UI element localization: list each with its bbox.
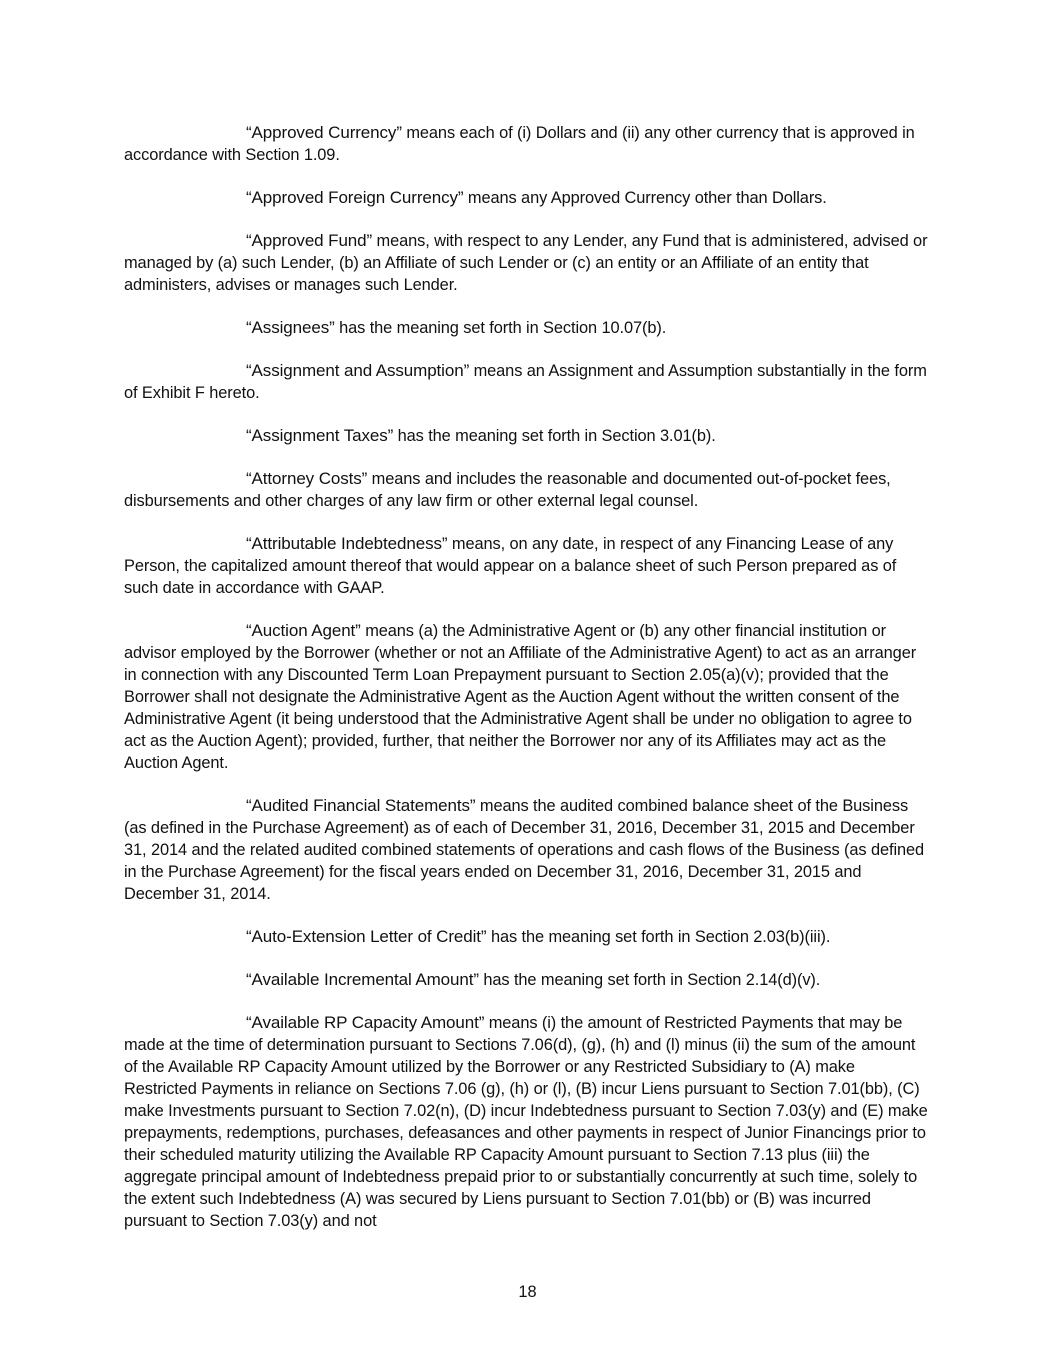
definition-text: means, on any date, in respect of any Financing Lease of any Person, the capitalized amount thereof that would appear on a balance sheet of such Person prepared as of such date in accordance with GAAP. <box>124 535 897 597</box>
defined-term: “Auction Agent” <box>246 621 361 640</box>
defined-term: “Assignment and Assumption” <box>246 361 470 380</box>
document-page <box>124 122 932 1253</box>
definition-text: means (i) the amount of Restricted Payments that may be made at the time of determination pursuant to Sections 7.06(d), (g), (h) and (l) minus (ii) the sum of the amount of the Available RP Capacity Amount utilized by the Borrower or any Restricted Subsidiary to (A) make Restricted Payments in reliance on Sections 7.06 (g), (h) or (l), (B) incur Liens pursuant to Section 7.01(bb), (C) make Investments pursuant to Section 7.02(n), (D) incur Indebtedness pursuant to Section 7.03(y) and (E) make prepayments, redemptions, purchases, defeasances and other payments in respect of Junior Financings prior to their scheduled maturity utilizing the Available RP Capacity Amount pursuant to Section 7.13 plus (iii) the aggregate principal amount of Indebtedness prepaid prior to or substantially concurrently at such time, solely to the extent such Indebtedness (A) was secured by Liens pursuant to Section 7.01(bb) or (B) was incurred pursuant to Section 7.03(y) and not <box>124 1014 928 1230</box>
defined-term: “Auto-Extension Letter of Credit” <box>246 927 487 946</box>
defined-term: “Approved Fund” <box>246 231 373 250</box>
definition-text: means, with respect to any Lender, any Fund that is administered, advised or managed by (a) such Lender, (b) an Affiliate of such Lender or (c) an entity or an Affiliate of an entity that administers, advises or manages such Lender. <box>124 232 928 294</box>
defined-term: “Assignment Taxes” <box>246 426 394 445</box>
definition-text: means each of (i) Dollars and (ii) any other currency that is approved in accordance with Section 1.09. <box>124 124 915 164</box>
definition-text: means (a) the Administrative Agent or (b) any other financial institution or advisor employed by the Borrower (whether or not an Affiliate of the Administrative Agent) to act as an arranger in connection with any Discounted Term Loan Prepayment pursuant to Section 2.05(a)(v); provided that the Borrower shall not designate the Administrative Agent as the Auction Agent without the written consent of the Administrative Agent (it being understood that the Administrative Agent shall be under no obligation to agree to act as the Auction Agent); provided, further, that neither the Borrower nor any of its Affiliates may act as the Auction Agent. <box>124 622 917 772</box>
definition-paragraph <box>124 969 932 991</box>
defined-term: “Approved Currency” <box>246 123 402 142</box>
definition-paragraph <box>124 468 932 512</box>
definition-text: has the meaning set forth in Section 10.07(b). <box>334 319 667 337</box>
page-number: 18 <box>518 1283 537 1301</box>
definition-paragraph <box>124 187 932 209</box>
definition-text: has the meaning set forth in Section 2.03(b)(iii). <box>486 928 831 946</box>
defined-term: “Attorney Costs” <box>246 469 368 488</box>
definition-paragraph <box>124 795 932 905</box>
defined-term: “Approved Foreign Currency” <box>246 188 464 207</box>
defined-term: “Available RP Capacity Amount” <box>246 1013 485 1032</box>
defined-term: “Audited Financial Statements” <box>246 796 476 815</box>
definition-paragraph <box>124 620 932 774</box>
definition-text: means the audited combined balance sheet of the Business (as defined in the Purchase Agreement) as of each of December 31, 2016, December 31, 2015 and December 31, 2014 and the related audited combined statements of operations and cash flows of the Business (as defined in the Purchase Agreement) for the fiscal years ended on December 31, 2016, December 31, 2015 and December 31, 2014. <box>124 797 925 903</box>
defined-term: “Assignees” <box>246 318 335 337</box>
definition-paragraph <box>124 360 932 404</box>
definition-text: means any Approved Currency other than Dollars. <box>463 189 827 207</box>
definition-paragraph <box>124 1012 932 1232</box>
definition-paragraph <box>124 317 932 339</box>
definition-paragraph <box>124 230 932 296</box>
definition-paragraph <box>124 533 932 599</box>
definition-text: means and includes the reasonable and documented out-of-pocket fees, disbursements and other charges of any law firm or other external legal counsel. <box>124 470 891 510</box>
definition-text: means an Assignment and Assumption substantially in the form of Exhibit F hereto. <box>124 362 927 402</box>
definition-text: has the meaning set forth in Section 2.14(d)(v). <box>478 971 821 989</box>
definition-paragraph <box>124 425 932 447</box>
definition-paragraph <box>124 926 932 948</box>
definition-text: has the meaning set forth in Section 3.01(b). <box>393 427 716 445</box>
definition-paragraph <box>124 122 932 166</box>
defined-term: “Attributable Indebtedness” <box>246 534 448 553</box>
defined-term: “Available Incremental Amount” <box>246 970 479 989</box>
